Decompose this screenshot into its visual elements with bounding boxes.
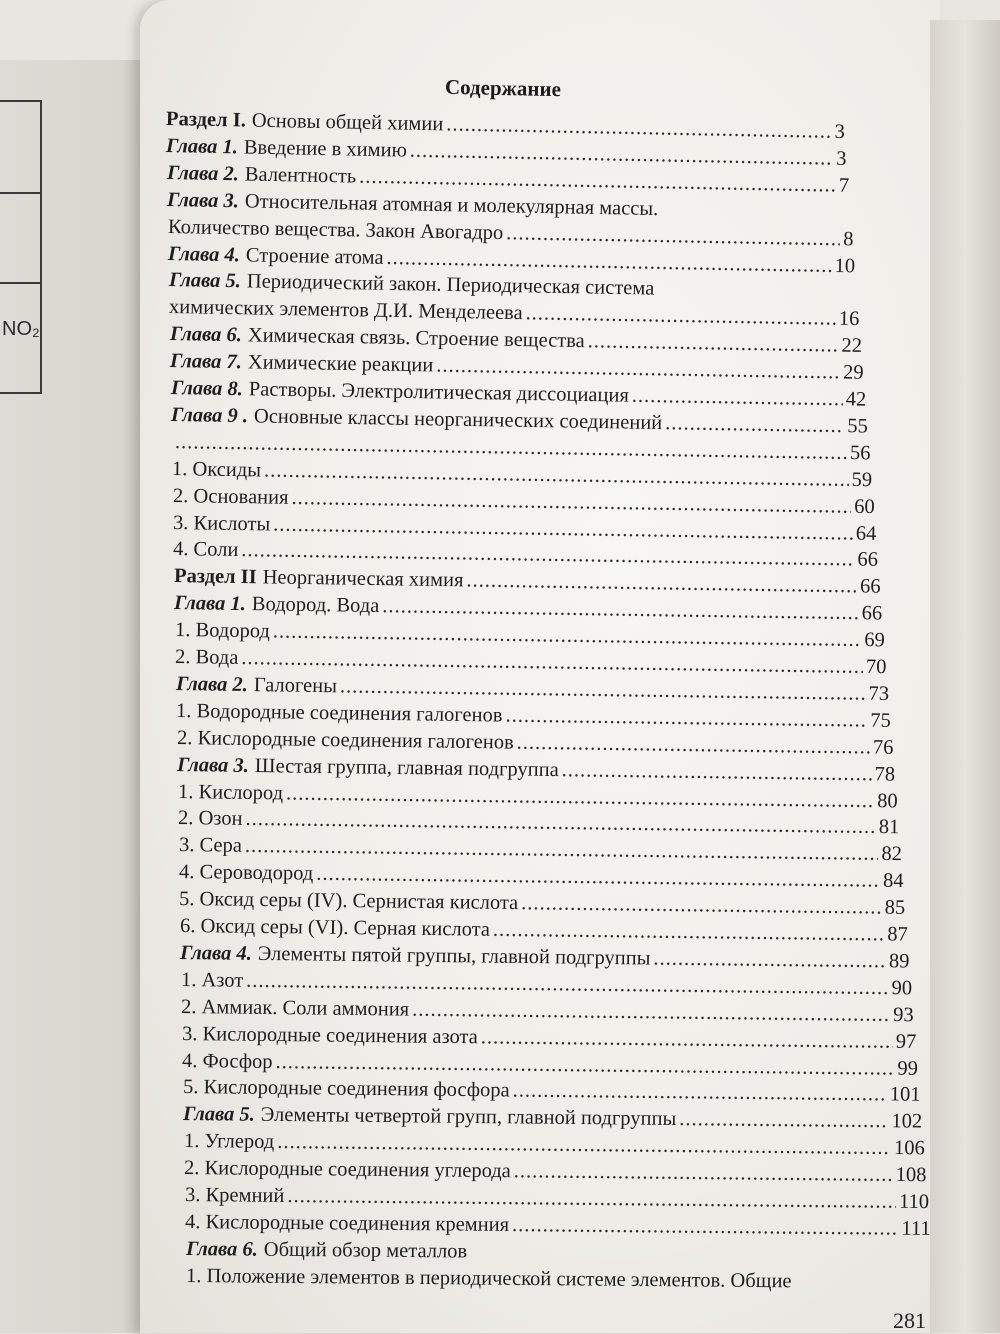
toc-entry-title: Количество вещества. Закон Авогадро [167,215,504,244]
toc-leader-dots [516,731,869,759]
toc-entry-page: 22 [840,334,862,358]
toc-entry-page: 110 [898,1190,929,1214]
toc-entry-page: 59 [851,468,873,491]
toc-entry-prefix: Глава 5. [183,1103,256,1127]
toc-entry-title: 4. Кислородные соединения кремния [184,1210,510,1236]
toc-entry-title: Периодический закон. Периодическая система [246,270,655,300]
toc-entry-page: 55 [847,415,869,438]
toc-entry-page: 84 [882,869,904,893]
toc-entry-title: Водород. Вода [252,593,380,618]
toc-entry-title: 1. Водород [174,619,270,643]
toc-entry-prefix: Глава 2. [175,672,248,696]
toc-entry-title: 4. Сероводород [178,861,314,885]
toc-entry-page: 90 [891,976,913,1000]
toc-entry-title: Неорганическая химия [262,566,464,592]
toc-entry-title: 4. Фосфор [182,1049,273,1073]
toc-entry-title: 1. Кислород [177,780,283,804]
toc-title: Содержание [444,74,562,102]
toc-entry-page: 93 [893,1003,915,1026]
toc-entry-page: 87 [887,923,908,946]
toc-leader-dots [514,1160,893,1187]
toc-entry-title: 3. Кислородные соединения азота [181,1022,478,1048]
toc-entry-prefix: Глава 2. [166,161,239,186]
toc-entry-title: Растворы. Электролитическая диссоциация [248,378,629,407]
toc-entry-page: 75 [870,709,892,732]
toc-entry-page: 8 [842,227,854,251]
toc-leader-dots [587,330,838,357]
toc-entry-prefix: Глава 3. [167,188,240,213]
toc-entry-page: 66 [861,602,883,625]
toc-entry-title: 5. Кислородные соединения фосфора [182,1076,510,1102]
toc-entry-page: 80 [876,789,898,812]
toc-entry-prefix: Глава 1. [174,592,247,616]
toc-entry-title: Основы общей химии [251,109,444,136]
toc-entry-title: Элементы четвертой групп, главной подгруппы [260,1104,677,1131]
toc-leader-dots [522,892,883,919]
toc-entry-title: Валентность [244,163,357,188]
toc-leader-dots [654,947,887,973]
toc-leader-dots [277,1131,891,1160]
toc-entry-title: Химическая связь. Строение вещества [247,324,585,353]
toc-entry-page: 82 [880,843,902,866]
toc-leader-dots [512,1214,899,1241]
toc-entry-page: 60 [853,495,875,518]
toc-entry-title: Шестая группа, главная подгруппа [254,754,560,781]
toc-entry-page: 97 [895,1030,917,1053]
toc-leader-dots [631,385,842,412]
toc-entry-prefix: Глава 7. [170,350,243,374]
toc-entry-page: 73 [868,682,890,705]
toc-entry-prefix: Глава 3. [177,753,250,777]
toc-entry-title: 2. Вода [175,646,239,669]
toc-entry-title: 1. Положение элементов в периодической системе элементов. Общие [185,1264,792,1292]
toc-entry-prefix: Раздел II [173,565,257,589]
toc-entry-page: 70 [866,655,887,679]
toc-entry-title: Химические реакции [247,351,434,377]
page-number: 281 [893,1308,926,1333]
toc-entry-title: 2. Аммиак. Соли аммония [181,995,410,1021]
toc-entry-title: Основные классы неорганических соединений [253,405,663,435]
toc-entry-prefix: Глава 4. [168,242,241,266]
toc-entry-title: 2. Кислородные соединения углерода [184,1157,512,1183]
toc-entry-page: 10 [834,254,856,277]
toc-entry-page: 106 [893,1137,925,1160]
toc-entry-page: 78 [874,762,896,786]
toc-entry-page: 85 [885,896,906,919]
toc-entry-title: Относительная атомная и молекулярная массы. [245,190,659,220]
toc-entry-prefix: Раздел I. [165,108,247,132]
toc-entry-title: 1. Углерод [183,1130,275,1154]
toc-leader-dots [526,303,837,331]
toc-entry-prefix: Глава 8. [170,377,243,401]
toc-entry-page: 42 [845,388,867,411]
toc-entry-page: 16 [838,308,860,331]
toc-entry-prefix: Глава 6. [169,323,242,347]
toc-entry-prefix: Глава 5. [168,269,241,293]
toc-entry-page: 66 [859,575,881,598]
toc-entry-page: 3 [834,120,846,144]
toc-entry-page: 108 [895,1163,927,1187]
toc-leader-dots [493,919,885,947]
toc-entry-title: 1. Оксиды [171,457,262,482]
toc-entry-title: 2. Кислородные соединения галогенов [176,726,514,754]
toc-leader-dots [679,1108,888,1133]
toc-entry-title: 1. Водородные соединения галогенов [176,699,503,727]
toc-leader-dots [466,570,857,599]
toc-entry-title: Галогены [253,673,337,698]
toc-leader-dots [412,998,890,1026]
toc-entry-page: 56 [849,441,871,465]
toc-entry-prefix: Глава 4. [180,941,253,965]
toc-entry-prefix: Глава 6. [185,1237,258,1261]
toc-entry-page: 76 [872,736,894,759]
toc-entry-title: 2. Основания [172,484,289,509]
toc-entry-title: 3. Кремний [184,1184,285,1207]
toc-entry-page: 69 [864,629,885,652]
toc-leader-dots [506,704,868,732]
toc-entry-page: 29 [843,361,864,384]
toc-entry-title: Строение атома [245,243,385,269]
left-page-fragment: NO₂ [2,318,40,340]
toc-entry-title: Введение в химию [244,136,408,162]
toc-entry-page: 66 [857,548,879,572]
toc-entry-title: Общий обзор металлов [263,1238,467,1263]
toc-entry-page: 7 [838,174,850,197]
toc-entry-title: 2. Озон [177,807,243,831]
toc-entry-title: 3. Кислоты [172,511,271,536]
toc-entry [186,1265,935,1298]
toc-entry-title: химических элементов Д.И. Менделеева [169,296,524,325]
toc-entry-title: 1. Азот [180,968,244,992]
toc-entry-page: 81 [878,816,900,839]
toc-entry-title: 6. Оксид серы (VI). Серная кислота [179,915,491,941]
toc-entry-page: 102 [891,1110,923,1133]
toc-entry-title: 3. Сера [178,834,242,858]
toc-leader-dots [446,113,832,143]
toc-entry-page: 64 [855,522,877,545]
toc-leader-dots [287,1185,896,1214]
toc-leader-dots [562,759,872,786]
toc-leader-dots [512,1080,886,1107]
toc-entry-page: 3 [836,147,848,170]
toc-entry-page: 101 [889,1083,921,1107]
toc-entry-title: 5. Оксид серы (IV). Сернистая кислота [179,888,519,915]
toc-entry-page: 111 [901,1217,931,1240]
toc-entry-prefix: Глава 9 . [170,403,249,428]
toc-entry-page: 89 [889,950,910,973]
toc-entry-title: 4. Соли [173,538,239,562]
toc-leader-dots [665,412,844,438]
toc-entry-title: Элементы пятой группы, главной подгруппы [258,942,652,970]
toc-entry-page: 99 [897,1057,919,1080]
toc-entry-prefix: Глава 1. [166,134,239,159]
toc-leader-dots [480,1026,892,1053]
